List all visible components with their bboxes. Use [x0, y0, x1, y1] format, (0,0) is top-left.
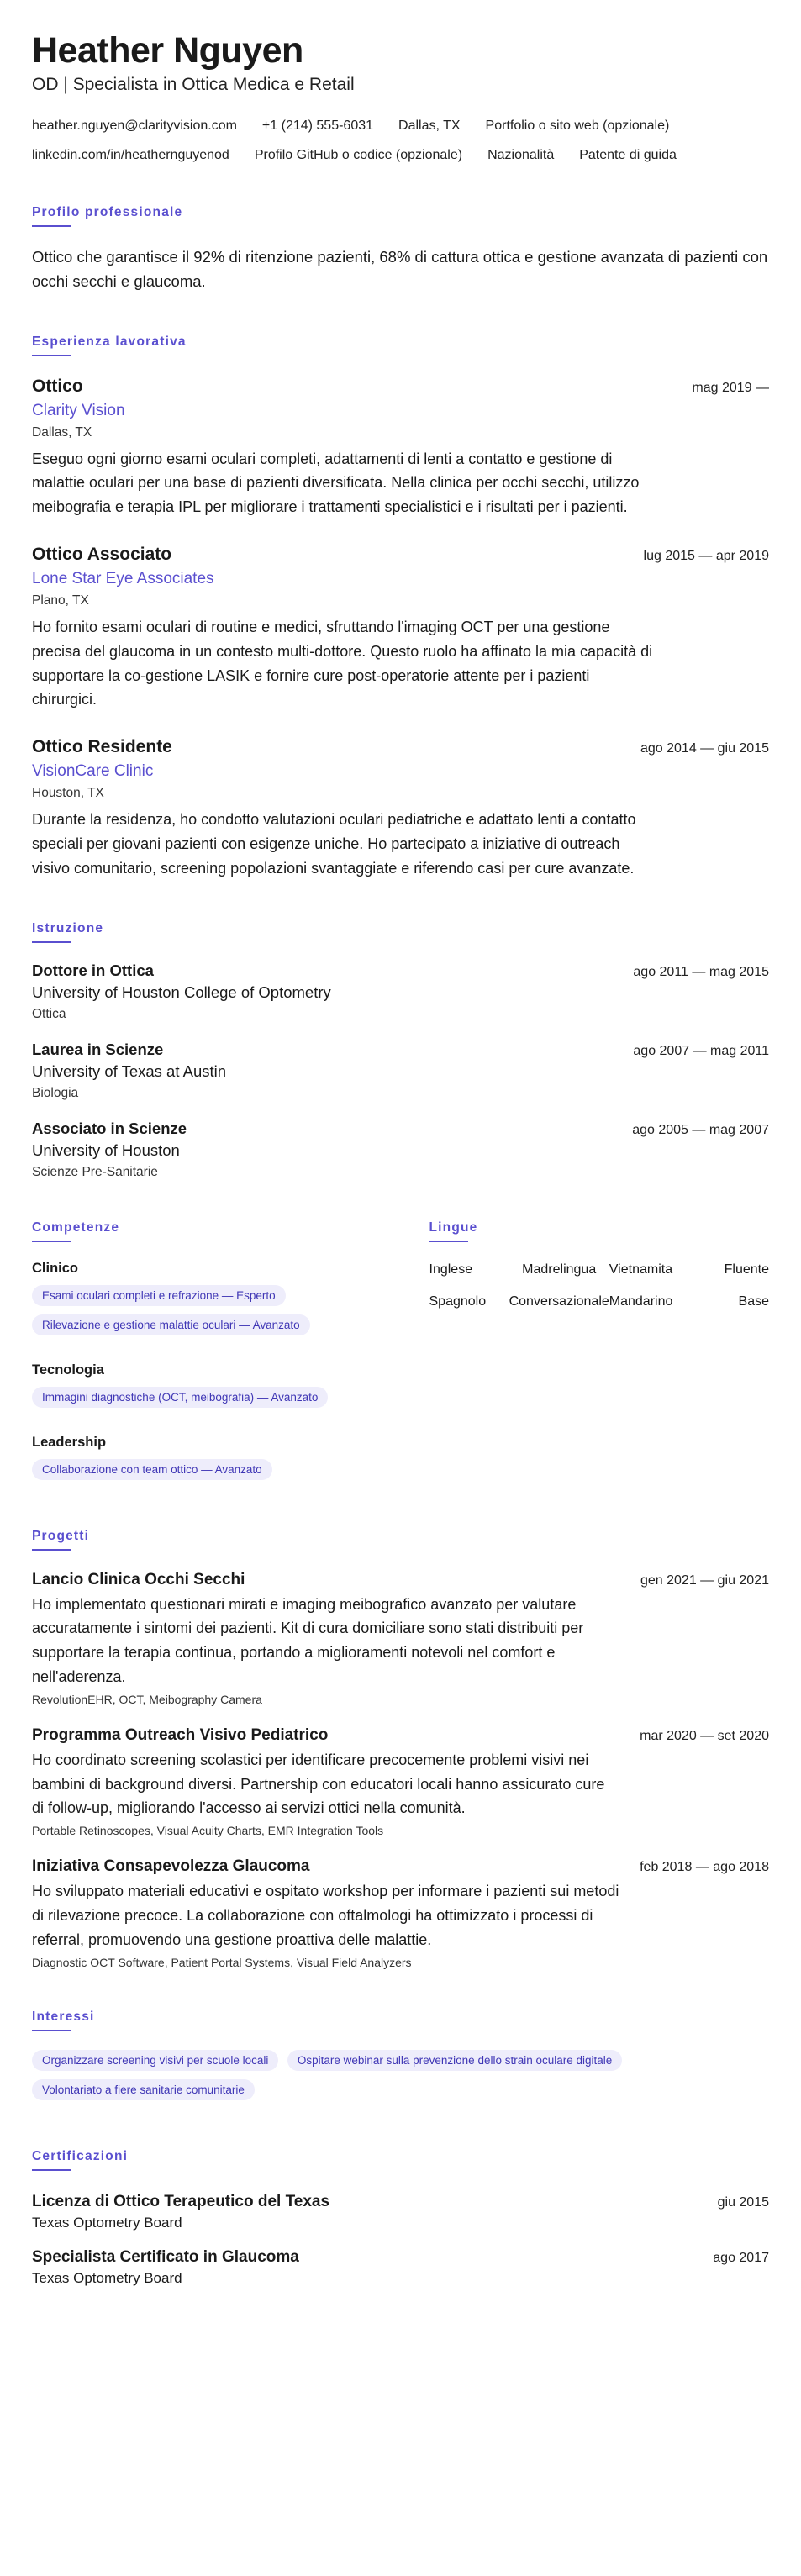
skill-group [32, 1435, 372, 1488]
job-description: Eseguo ogni giorno esami oculari completi, adattamenti di lenti a contatto e gestione di malattie oculari per una base di pazienti diversificata. Nella clinica per occhi secchi, utilizzo meibografia e terapia IPL per migliorare i trattamenti specialistici e i risultati per i pazienti. [32, 450, 640, 516]
job-date: ago 2014 — giu 2015 [640, 741, 769, 756]
project-title: Lancio Clinica Occhi Secchi [32, 1570, 245, 1588]
company-name: Lone Star Eye Associates [32, 569, 214, 587]
project-date: feb 2018 — ago 2018 [640, 1860, 769, 1875]
education-section [32, 921, 769, 1180]
contact-portfolio[interactable]: Portfolio o sito web (opzionale) [485, 119, 670, 134]
section-title-interests: Interessi [32, 2010, 769, 2031]
interest-chip: Volontariato a fiere sanitarie comunitarie [32, 2079, 255, 2100]
candidate-name: Heather Nguyen [32, 30, 303, 71]
skill-group-title: Clinico [32, 1260, 79, 1276]
certification-issuer: Texas Optometry Board [32, 2214, 182, 2231]
experience-entry [32, 545, 769, 712]
education-entry [32, 1040, 769, 1101]
project-description: Ho coordinato screening scolastici per identificare precocemente problemi visivi nei bambini di background diversi. Partnership con educatori locali hanno assicurato cure di follow-up, migliorando l'accesso ai servizi ottici nella comunità. [32, 1751, 605, 1817]
skill-chip: Immagini diagnostiche (OCT, meibografia) — Avanzato [32, 1387, 328, 1408]
project-entry [32, 1857, 769, 1968]
job-description: Durante la residenza, ho condotto valutazioni oculari pediatriche e adattato lenti a contatto speciali per giovani pazienti con esigenze uniche. Ho partecipato a iniziative di outreach visivo comunitario, screening popolazioni svantaggiate e riferendo casi per cure avanzate. [32, 811, 636, 877]
languages-section [429, 1220, 770, 1488]
summary-text: Ottico che garantisce il 92% di ritenzione pazienti, 68% di cattura ottica e gestione avanzata di pazienti con occhi secchi e glaucoma. [32, 248, 768, 290]
job-location: Houston, TX [32, 786, 104, 801]
company-name: Clarity Vision [32, 401, 125, 419]
skill-group-title: Tecnologia [32, 1362, 104, 1378]
education-entry [32, 961, 769, 1022]
degree-title: Laurea in Scienze [32, 1040, 164, 1058]
contact-license: Patente di guida [579, 147, 677, 162]
job-description: Ho fornito esami oculari di routine e medici, sfruttando l'imaging OCT per una gestione precisa del glaucoma in un contesto multi-dottore. Questo ruolo ha affinato la mia capacità di supportare la co-gestione LASIK e fornire cure post-operatorie attente per i pazienti chirurgici. [32, 618, 653, 709]
skill-chip: Rilevazione e gestione malattie oculari — Avanzato [32, 1314, 310, 1335]
section-title-experience: Esperienza lavorativa [32, 335, 769, 356]
projects-section [32, 1529, 769, 1969]
certifications-section [32, 2149, 769, 2287]
certification-issuer: Texas Optometry Board [32, 2269, 182, 2286]
education-date: ago 2005 — mag 2007 [632, 1122, 769, 1137]
contact-email[interactable]: heather.nguyen@clarityvision.com [32, 119, 237, 134]
degree-title: Associato in Scienze [32, 1119, 187, 1137]
section-title-summary: Profilo professionale [32, 205, 769, 227]
education-date: ago 2011 — mag 2015 [633, 964, 769, 979]
school-name: University of Texas at Austin [32, 1061, 227, 1080]
interest-chip: Ospitare webinar sulla prevenzione dello strain oculare digitale [287, 2050, 622, 2071]
certification-date: ago 2017 [713, 2250, 769, 2265]
contact-nationality: Nazionalità [487, 147, 555, 162]
language-level: Base [738, 1293, 769, 1309]
job-title: Ottico [32, 376, 83, 396]
contact-info [32, 117, 769, 165]
section-title-education: Istruzione [32, 921, 769, 943]
project-date: gen 2021 — giu 2021 [640, 1572, 769, 1588]
job-title: Ottico Residente [32, 737, 172, 757]
interest-chip: Organizzare screening visivi per scuole locali [32, 2050, 278, 2071]
job-title: Ottico Associato [32, 544, 172, 564]
job-date: mag 2019 — [692, 380, 769, 395]
section-title-languages: Lingue [429, 1220, 770, 1242]
experience-entry [32, 377, 769, 519]
certification-title: Licenza di Ottico Terapeutico del Texas [32, 2192, 330, 2210]
skill-group [32, 1362, 372, 1416]
degree-title: Dottore in Ottica [32, 961, 154, 979]
project-entry [32, 1571, 769, 1706]
job-location: Plano, TX [32, 593, 89, 608]
project-tech: Diagnostic OCT Software, Patient Portal Systems, Visual Field Analyzers [32, 1955, 412, 1969]
interests-list [32, 2050, 769, 2109]
language-name: Vietnamita [609, 1262, 673, 1277]
skills-section [32, 1220, 372, 1488]
experience-entry [32, 737, 769, 880]
language-level: Fluente [724, 1262, 769, 1277]
resume-header [32, 30, 769, 165]
job-location: Dallas, TX [32, 424, 92, 440]
language-name: Mandarino [609, 1293, 673, 1309]
project-date: mar 2020 — set 2020 [640, 1728, 769, 1743]
project-entry [32, 1726, 769, 1837]
project-tech: RevolutionEHR, OCT, Meibography Camera [32, 1692, 262, 1706]
skill-chip: Esami oculari completi e refrazione — Esperto [32, 1285, 286, 1306]
project-description: Ho implementato questionari mirati e imaging meibografico avanzato per valutare accuratamente i sintomi dei pazienti. Kit di cura domiciliare sono stati distribuiti per supportare la terapia continua, portando a miglioramenti notevoli nel comfort e nell'aderenza. [32, 1595, 584, 1685]
contact-linkedin[interactable]: linkedin.com/in/heathernguyenod [32, 147, 229, 162]
project-description: Ho sviluppato materiali educativi e ospitato workshop per informare i pazienti sui metodi di rilevazione precoce. La collaborazione con oftalmologi ha ottimizzato i processi di referral, promuovendo una gestione proattiva delle malattie. [32, 1883, 619, 1948]
experience-section [32, 335, 769, 881]
languages-grid [429, 1262, 770, 1309]
section-title-skills: Competenze [32, 1220, 372, 1242]
project-title: Iniziativa Consapevolezza Glaucoma [32, 1857, 310, 1876]
field-of-study: Biologia [32, 1085, 79, 1100]
company-name: VisionCare Clinic [32, 762, 154, 781]
section-title-certifications: Certificazioni [32, 2149, 769, 2171]
language-level: Madrelingua [522, 1262, 597, 1277]
skill-group [32, 1261, 372, 1344]
skill-group-title: Leadership [32, 1434, 107, 1450]
project-title: Programma Outreach Visivo Pediatrico [32, 1725, 329, 1744]
certification-entry [32, 2248, 769, 2287]
certification-date: giu 2015 [717, 2194, 769, 2210]
skills-languages-row [32, 1220, 769, 1488]
contact-location: Dallas, TX [398, 119, 461, 134]
candidate-headline: OD | Specialista in Ottica Medica e Retail [32, 75, 355, 95]
contact-phone[interactable]: +1 (214) 555-6031 [261, 119, 374, 134]
interests-section [32, 2010, 769, 2109]
language-name: Spagnolo [429, 1293, 487, 1309]
field-of-study: Scienze Pre-Sanitarie [32, 1164, 158, 1179]
contact-github[interactable]: Profilo GitHub o codice (opzionale) [254, 147, 463, 162]
summary-section [32, 205, 769, 293]
certification-title: Specialista Certificato in Glaucoma [32, 2247, 299, 2266]
skill-chip: Collaborazione con team ottico — Avanzato [32, 1459, 272, 1480]
education-date: ago 2007 — mag 2011 [633, 1043, 769, 1058]
field-of-study: Ottica [32, 1006, 66, 1021]
school-name: University of Houston [32, 1140, 180, 1159]
school-name: University of Houston College of Optometry [32, 982, 331, 1001]
certification-entry [32, 2193, 769, 2231]
language-level: Conversazionale [509, 1293, 609, 1309]
language-name: Inglese [429, 1262, 473, 1277]
job-date: lug 2015 — apr 2019 [643, 548, 769, 563]
section-title-projects: Progetti [32, 1529, 769, 1551]
project-tech: Portable Retinoscopes, Visual Acuity Charts, EMR Integration Tools [32, 1824, 384, 1838]
education-entry [32, 1119, 769, 1180]
